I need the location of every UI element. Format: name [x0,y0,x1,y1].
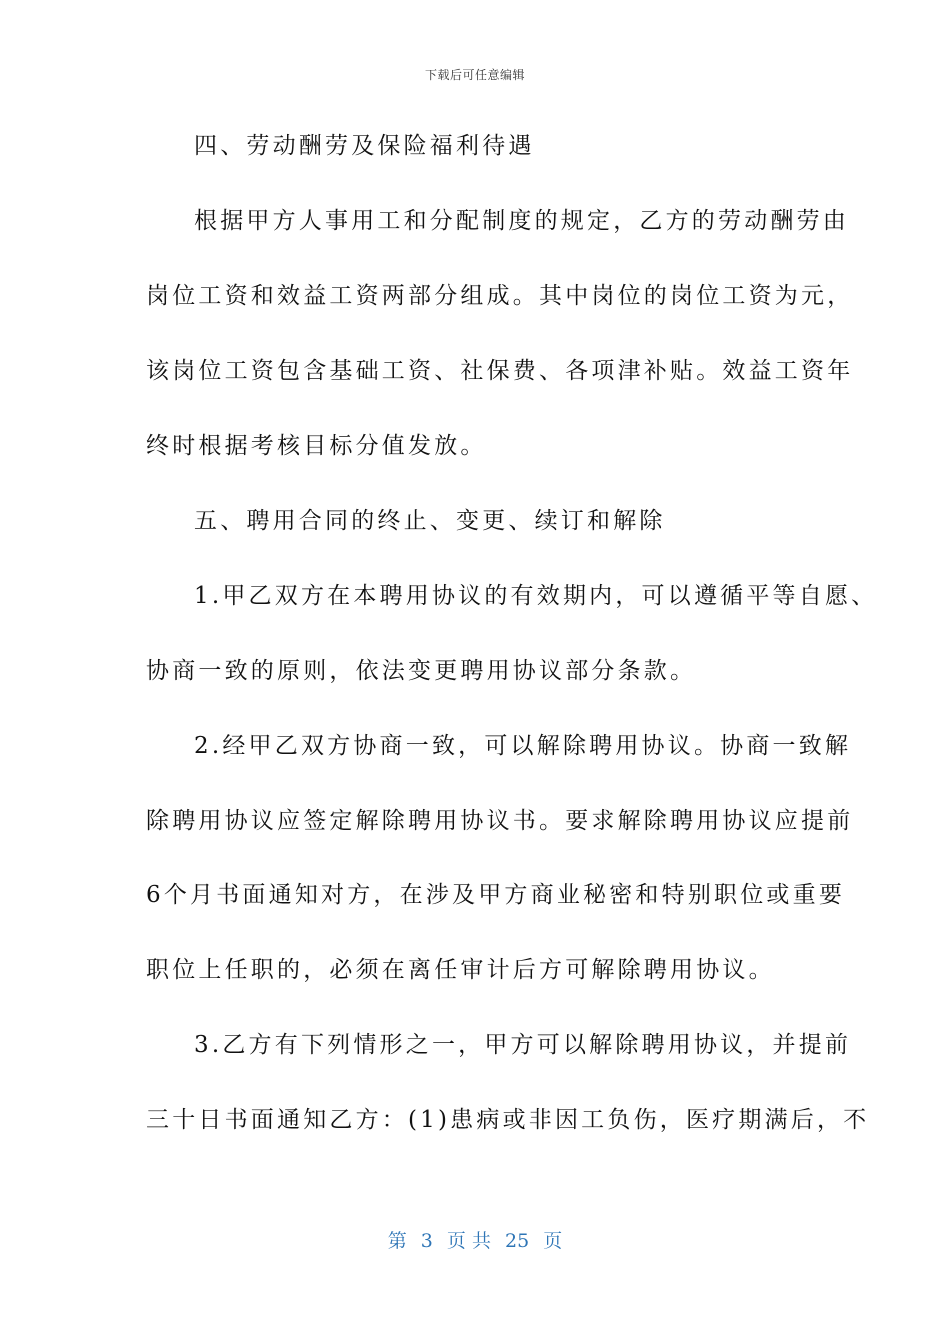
body-line-9: 2.经甲乙双方协商一致，可以解除聘用协议。协商一致解 [194,733,852,759]
body-line-14: 三十日书面通知乙方：(1)患病或非因工负伤，医疗期满后，不 [146,1107,870,1133]
body-line-2: 根据甲方人事用工和分配制度的规定，乙方的劳动酬劳由 [194,208,849,234]
body-line-10: 除聘用协议应签定解除聘用协议书。要求解除聘用协议应提前 [146,808,854,834]
footer-page-number: 3 [420,1230,433,1252]
footer-total-pages: 25 [505,1230,530,1252]
body-line-3: 岗位工资和效益工资两部分组成。其中岗位的岗位工资为元， [146,283,854,309]
page-header: 下载后可任意编辑 [424,68,525,82]
body-line-7: 1.甲乙双方在本聘用协议的有效期内，可以遵循平等自愿、 [194,583,878,609]
body-line-12: 职位上任职的，必须在离任审计后方可解除聘用协议。 [146,957,775,983]
body-line-8: 协商一致的原则，依法变更聘用协议部分条款。 [146,658,697,684]
page-footer [0,1226,950,1253]
body-line-13: 3.乙方有下列情形之一，甲方可以解除聘用协议，并提前 [194,1032,852,1058]
footer-middle: 页 共 [446,1230,491,1252]
body-line-4: 该岗位工资包含基础工资、社保费、各项津补贴。效益工资年 [146,358,854,384]
footer-prefix: 第 [387,1230,407,1252]
body-line-1: 四、劳动酬劳及保险福利待遇 [194,133,535,159]
footer-suffix: 页 [543,1230,563,1252]
body-line-6: 五、聘用合同的终止、变更、续订和解除 [194,508,666,534]
body-line-11: 6个月书面通知对方，在涉及甲方商业秘密和特别职位或重要 [146,882,846,908]
body-line-5: 终时根据考核目标分值发放。 [146,433,487,459]
